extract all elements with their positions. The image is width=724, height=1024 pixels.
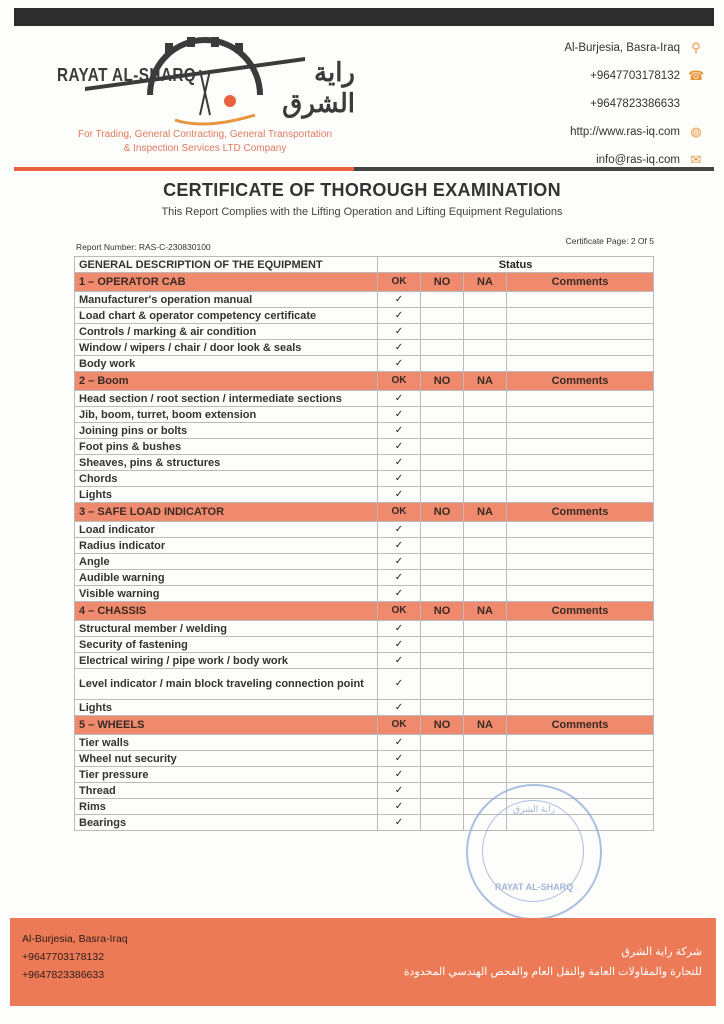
col-ok-label: OK bbox=[378, 602, 421, 621]
table-row bbox=[75, 340, 654, 356]
table-row bbox=[75, 324, 654, 340]
comments-cell bbox=[507, 292, 654, 308]
ok-check: ✓ bbox=[378, 423, 421, 439]
col-no-label: NO bbox=[421, 273, 464, 292]
footer-arabic-line-1: شركة راية الشرق bbox=[621, 946, 702, 958]
item-label: Structural member / welding bbox=[75, 621, 378, 637]
report-number: Report Number: RAS-C-230830100 bbox=[76, 242, 211, 252]
tagline-line-2: & Inspection Services LTD Company bbox=[123, 143, 287, 154]
no-cell bbox=[421, 487, 464, 503]
no-cell bbox=[421, 783, 464, 799]
col-no-label: NO bbox=[421, 503, 464, 522]
na-cell bbox=[464, 439, 507, 455]
na-cell bbox=[464, 538, 507, 554]
comments-cell bbox=[507, 407, 654, 423]
na-cell bbox=[464, 423, 507, 439]
no-cell bbox=[421, 340, 464, 356]
item-label: Body work bbox=[75, 356, 378, 372]
table-row bbox=[75, 538, 654, 554]
table-row bbox=[75, 356, 654, 372]
ok-check: ✓ bbox=[378, 735, 421, 751]
col-ok-label: OK bbox=[378, 273, 421, 292]
no-cell bbox=[421, 570, 464, 586]
item-label: Electrical wiring / pipe work / body work bbox=[75, 653, 378, 669]
col-no-label: NO bbox=[421, 716, 464, 735]
item-label: Manufacturer's operation manual bbox=[75, 292, 378, 308]
item-label: Radius indicator bbox=[75, 538, 378, 554]
no-cell bbox=[421, 308, 464, 324]
item-label: Rims bbox=[75, 799, 378, 815]
logo-text-arabic: راية الشرق bbox=[282, 57, 355, 118]
ok-check: ✓ bbox=[378, 391, 421, 407]
comments-cell bbox=[507, 653, 654, 669]
footer-phone-1: +9647703178132 bbox=[22, 951, 105, 963]
contact-address: Al-Burjesia, Basra-Iraq bbox=[564, 42, 680, 54]
col-comments-label: Comments bbox=[507, 716, 654, 735]
ok-check: ✓ bbox=[378, 407, 421, 423]
comments-cell bbox=[507, 751, 654, 767]
col-comments-label: Comments bbox=[507, 372, 654, 391]
ok-check: ✓ bbox=[378, 570, 421, 586]
col-ok-label: OK bbox=[378, 503, 421, 522]
na-cell bbox=[464, 308, 507, 324]
table-row bbox=[75, 439, 654, 455]
na-cell bbox=[464, 586, 507, 602]
comments-cell bbox=[507, 423, 654, 439]
table-row bbox=[75, 391, 654, 407]
na-cell bbox=[464, 487, 507, 503]
header-divider-orange bbox=[14, 167, 354, 171]
table-row bbox=[75, 570, 654, 586]
ok-check: ✓ bbox=[378, 767, 421, 783]
contact-email[interactable]: info@ras-iq.com bbox=[596, 154, 680, 166]
item-label: Visible warning bbox=[75, 586, 378, 602]
ok-check: ✓ bbox=[378, 487, 421, 503]
table-row bbox=[75, 735, 654, 751]
table-row bbox=[75, 455, 654, 471]
no-cell bbox=[421, 767, 464, 783]
comments-cell bbox=[507, 586, 654, 602]
comments-cell bbox=[507, 554, 654, 570]
no-cell bbox=[421, 735, 464, 751]
table-row bbox=[75, 522, 654, 538]
item-label: Load indicator bbox=[75, 522, 378, 538]
no-cell bbox=[421, 554, 464, 570]
section-header-row bbox=[75, 716, 654, 735]
ok-check: ✓ bbox=[378, 471, 421, 487]
item-label: Angle bbox=[75, 554, 378, 570]
table-row bbox=[75, 487, 654, 503]
ok-check: ✓ bbox=[378, 783, 421, 799]
item-label: Joining pins or bolts bbox=[75, 423, 378, 439]
footer-phone-2: +9647823386633 bbox=[22, 969, 105, 981]
col-ok-label: OK bbox=[378, 716, 421, 735]
no-cell bbox=[421, 292, 464, 308]
na-cell bbox=[464, 324, 507, 340]
no-cell bbox=[421, 471, 464, 487]
no-cell bbox=[421, 391, 464, 407]
comments-cell bbox=[507, 455, 654, 471]
comments-cell bbox=[507, 308, 654, 324]
item-label: Thread bbox=[75, 783, 378, 799]
col-comments-label: Comments bbox=[507, 602, 654, 621]
comments-cell bbox=[507, 621, 654, 637]
table-row bbox=[75, 700, 654, 716]
footer bbox=[10, 918, 716, 1006]
page-subtitle: This Report Complies with the Lifting Operation and Lifting Equipment Regulations bbox=[161, 206, 563, 218]
stamp-text-arabic: راية الشرق bbox=[513, 804, 555, 814]
col-na-label: NA bbox=[464, 372, 507, 391]
no-cell bbox=[421, 621, 464, 637]
na-cell bbox=[464, 554, 507, 570]
ok-check: ✓ bbox=[378, 308, 421, 324]
section-header-row bbox=[75, 273, 654, 292]
certificate-page: Certificate Page: 2 Of 5 bbox=[565, 236, 654, 246]
item-label: Level indicator / main block traveling connection point bbox=[75, 669, 378, 700]
section-title: 5 – WHEELS bbox=[75, 716, 378, 735]
col-na-label: NA bbox=[464, 503, 507, 522]
na-cell bbox=[464, 570, 507, 586]
section-title: 3 – SAFE LOAD INDICATOR bbox=[75, 503, 378, 522]
item-label: Lights bbox=[75, 487, 378, 503]
ok-check: ✓ bbox=[378, 356, 421, 372]
table-row bbox=[75, 751, 654, 767]
phone-icon: ☎ bbox=[688, 68, 705, 83]
comments-cell bbox=[507, 340, 654, 356]
ok-check: ✓ bbox=[378, 669, 421, 700]
globe-icon: ◍ bbox=[690, 124, 702, 139]
col-no-label: NO bbox=[421, 602, 464, 621]
na-cell bbox=[464, 471, 507, 487]
company-tagline bbox=[55, 128, 355, 156]
no-cell bbox=[421, 653, 464, 669]
no-cell bbox=[421, 751, 464, 767]
item-label: Security of fastening bbox=[75, 637, 378, 653]
footer-arabic bbox=[404, 942, 702, 982]
na-cell bbox=[464, 669, 507, 700]
footer-contact bbox=[22, 930, 128, 984]
comments-cell bbox=[507, 669, 654, 700]
col-na-label: NA bbox=[464, 273, 507, 292]
ok-check: ✓ bbox=[378, 538, 421, 554]
no-cell bbox=[421, 455, 464, 471]
comments-cell bbox=[507, 767, 654, 783]
no-cell bbox=[421, 669, 464, 700]
na-cell bbox=[464, 292, 507, 308]
no-cell bbox=[421, 815, 464, 831]
comments-cell bbox=[507, 356, 654, 372]
col-comments-label: Comments bbox=[507, 273, 654, 292]
ok-check: ✓ bbox=[378, 653, 421, 669]
item-label: Foot pins & bushes bbox=[75, 439, 378, 455]
ok-check: ✓ bbox=[378, 439, 421, 455]
na-cell bbox=[464, 356, 507, 372]
na-cell bbox=[464, 391, 507, 407]
contact-phone-2: +9647823386633 bbox=[590, 98, 680, 110]
tagline-line-1: For Trading, General Contracting, General Transportation bbox=[77, 129, 333, 140]
inspection-table bbox=[74, 256, 654, 831]
ok-check: ✓ bbox=[378, 455, 421, 471]
comments-cell bbox=[507, 735, 654, 751]
na-cell bbox=[464, 621, 507, 637]
section-header-row bbox=[75, 372, 654, 391]
no-cell bbox=[421, 522, 464, 538]
section-title: 1 – OPERATOR CAB bbox=[75, 273, 378, 292]
comments-cell bbox=[507, 439, 654, 455]
no-cell bbox=[421, 637, 464, 653]
comments-cell bbox=[507, 570, 654, 586]
table-row bbox=[75, 621, 654, 637]
ok-check: ✓ bbox=[378, 799, 421, 815]
contact-info bbox=[564, 34, 704, 174]
na-cell bbox=[464, 637, 507, 653]
ok-check: ✓ bbox=[378, 751, 421, 767]
na-cell bbox=[464, 700, 507, 716]
item-label: Chords bbox=[75, 471, 378, 487]
na-cell bbox=[464, 735, 507, 751]
item-label: Wheel nut security bbox=[75, 751, 378, 767]
no-cell bbox=[421, 439, 464, 455]
col-no-label: NO bbox=[421, 372, 464, 391]
comments-cell bbox=[507, 637, 654, 653]
company-stamp bbox=[466, 784, 602, 920]
comments-cell bbox=[507, 538, 654, 554]
ok-check: ✓ bbox=[378, 292, 421, 308]
location-pin-icon: ⚲ bbox=[691, 40, 701, 55]
logo-text-english: RAYAT AL-SHARQ bbox=[57, 65, 197, 85]
na-cell bbox=[464, 522, 507, 538]
item-label: Sheaves, pins & structures bbox=[75, 455, 378, 471]
footer-arabic-line-2: للتجارة والمقاولات العامة والنقل العام والفحص الهندسي المحدودة bbox=[403, 966, 702, 978]
header-divider-dark bbox=[354, 167, 714, 171]
col-na-label: NA bbox=[464, 602, 507, 621]
na-cell bbox=[464, 340, 507, 356]
na-cell bbox=[464, 767, 507, 783]
ok-check: ✓ bbox=[378, 637, 421, 653]
no-cell bbox=[421, 700, 464, 716]
no-cell bbox=[421, 586, 464, 602]
col-ok-label: OK bbox=[378, 372, 421, 391]
table-row bbox=[75, 554, 654, 570]
comments-cell bbox=[507, 471, 654, 487]
na-cell bbox=[464, 653, 507, 669]
comments-cell bbox=[507, 324, 654, 340]
ok-check: ✓ bbox=[378, 324, 421, 340]
ok-check: ✓ bbox=[378, 340, 421, 356]
page-title: CERTIFICATE OF THOROUGH EXAMINATION bbox=[163, 180, 561, 200]
item-label: Audible warning bbox=[75, 570, 378, 586]
item-label: Head section / root section / intermediate sections bbox=[75, 391, 378, 407]
table-row bbox=[75, 407, 654, 423]
stamp-text: RAYAT AL-SHARQ bbox=[494, 882, 574, 892]
section-title: 4 – CHASSIS bbox=[75, 602, 378, 621]
table-row bbox=[75, 308, 654, 324]
table-header-row bbox=[75, 257, 654, 273]
general-description-header: GENERAL DESCRIPTION OF THE EQUIPMENT bbox=[75, 257, 378, 273]
item-label: Jib, boom, turret, boom extension bbox=[75, 407, 378, 423]
ok-check: ✓ bbox=[378, 700, 421, 716]
comments-cell bbox=[507, 522, 654, 538]
item-label: Load chart & operator competency certificate bbox=[75, 308, 378, 324]
envelope-icon: ✉ bbox=[690, 152, 702, 167]
ok-check: ✓ bbox=[378, 815, 421, 831]
item-label: Tier walls bbox=[75, 735, 378, 751]
item-label: Controls / marking & air condition bbox=[75, 324, 378, 340]
table-row bbox=[75, 423, 654, 439]
table-row bbox=[75, 767, 654, 783]
ok-check: ✓ bbox=[378, 586, 421, 602]
status-header: Status bbox=[378, 257, 654, 273]
table-row bbox=[75, 669, 654, 700]
top-bar bbox=[14, 8, 714, 26]
table-row bbox=[75, 471, 654, 487]
na-cell bbox=[464, 751, 507, 767]
na-cell bbox=[464, 455, 507, 471]
section-title: 2 – Boom bbox=[75, 372, 378, 391]
comments-cell bbox=[507, 487, 654, 503]
table-row bbox=[75, 637, 654, 653]
comments-cell bbox=[507, 700, 654, 716]
item-label: Tier pressure bbox=[75, 767, 378, 783]
footer-address: Al-Burjesia, Basra-Iraq bbox=[22, 933, 128, 945]
contact-phone-1: +9647703178132 bbox=[590, 70, 680, 82]
na-cell bbox=[464, 407, 507, 423]
no-cell bbox=[421, 538, 464, 554]
section-header-row bbox=[75, 602, 654, 621]
company-logo bbox=[55, 35, 355, 130]
no-cell bbox=[421, 799, 464, 815]
item-label: Lights bbox=[75, 700, 378, 716]
ok-check: ✓ bbox=[378, 621, 421, 637]
item-label: Window / wipers / chair / door look & seals bbox=[75, 340, 378, 356]
table-row bbox=[75, 292, 654, 308]
table-row bbox=[75, 586, 654, 602]
comments-cell bbox=[507, 391, 654, 407]
ok-check: ✓ bbox=[378, 522, 421, 538]
col-na-label: NA bbox=[464, 716, 507, 735]
table-row bbox=[75, 653, 654, 669]
no-cell bbox=[421, 324, 464, 340]
no-cell bbox=[421, 407, 464, 423]
no-cell bbox=[421, 356, 464, 372]
col-comments-label: Comments bbox=[507, 503, 654, 522]
section-header-row bbox=[75, 503, 654, 522]
no-cell bbox=[421, 423, 464, 439]
ok-check: ✓ bbox=[378, 554, 421, 570]
contact-website[interactable]: http://www.ras-iq.com bbox=[570, 126, 680, 138]
item-label: Bearings bbox=[75, 815, 378, 831]
